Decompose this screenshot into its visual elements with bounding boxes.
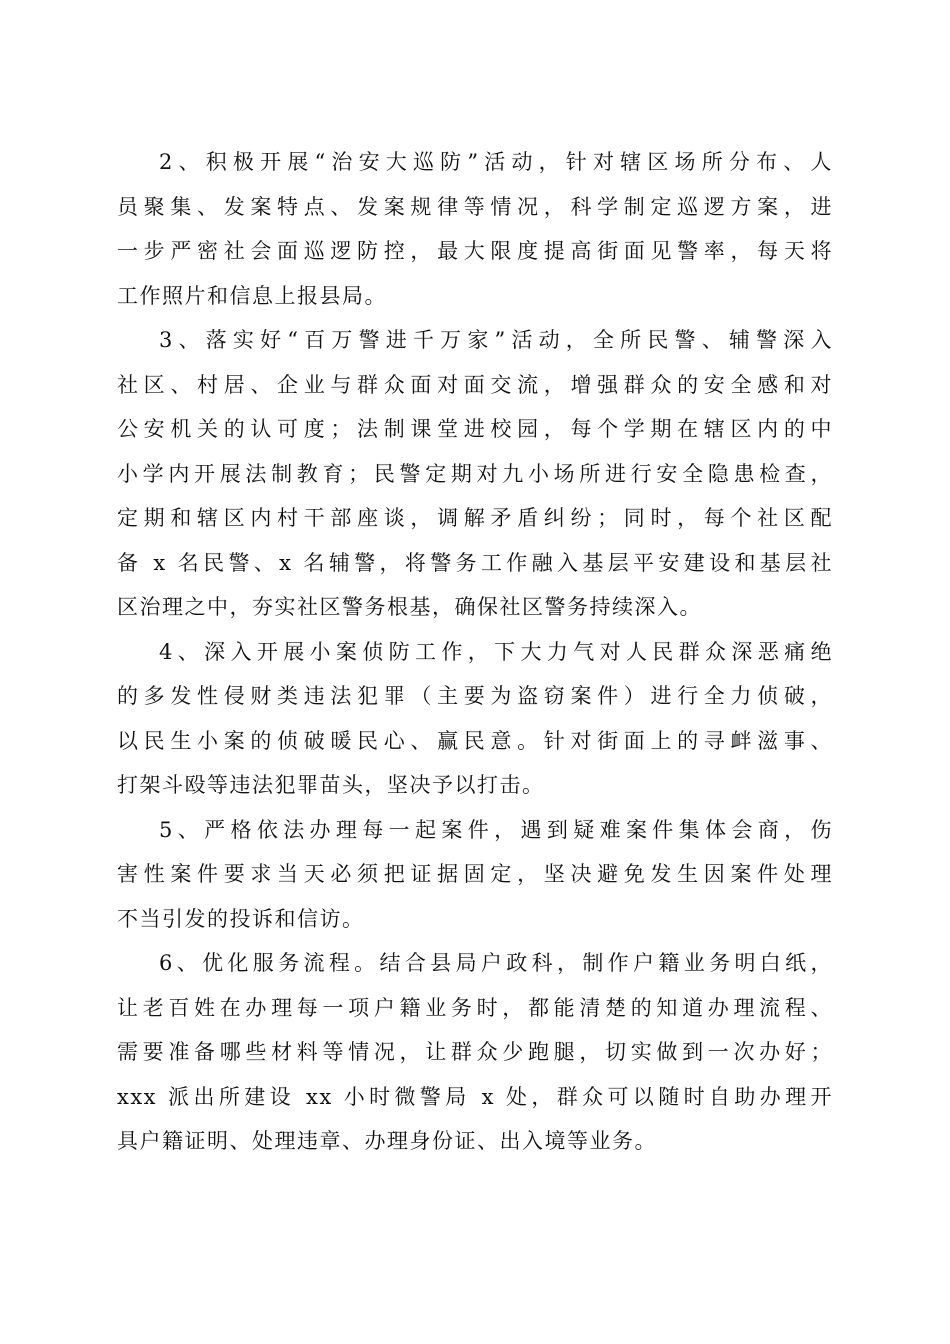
text-line: 一步严密社会面巡逻防控，最大限度提高街面见警率，每天将 <box>117 239 833 263</box>
text-line: 6、优化服务流程。结合县局户政科，制作户籍业务明白纸， <box>159 951 833 975</box>
text-line: 小学内开展法制教育；民警定期对九小场所进行安全隐患检查， <box>117 461 833 486</box>
text-line: 社区、村居、企业与群众面对面交流，增强群众的安全感和对 <box>117 372 833 397</box>
text-line: 4、深入开展小案侦防工作，下大力气对人民群众深恶痛绝 <box>159 639 833 664</box>
text-line: 以民生小案的侦破暖民心、赢民意。针对街面上的寻衅滋事、 <box>117 728 833 753</box>
paragraph-4 <box>117 630 833 808</box>
text-line: 定期和辖区内村干部座谈，调解矛盾纠纷；同时，每个社区配 <box>117 506 833 530</box>
text-line: 3、落实好“百万警进千万家”活动，全所民警、辅警深入 <box>159 328 833 352</box>
text-line: 的多发性侵财类违法犯罪（主要为盗窃案件）进行全力侦破， <box>117 684 833 708</box>
text-line: 公安机关的认可度；法制课堂进校园，每个学期在辖区内的中 <box>117 417 833 441</box>
text-line: 2、积极开展“治安大巡防”活动，针对辖区场所分布、人 <box>159 150 833 174</box>
paragraph-3 <box>117 318 833 630</box>
document-body <box>117 140 833 1164</box>
text-line: 备 x 名民警、x 名辅警，将警务工作融入基层平安建设和基层社 <box>117 550 833 575</box>
text-line: 区治理之中，夯实社区警务根基，确保社区警务持续深入。 <box>117 595 702 619</box>
text-line: 工作照片和信息上报县局。 <box>117 283 387 308</box>
text-line: 员聚集、发案特点、发案规律等情况，科学制定巡逻方案，进 <box>117 194 833 219</box>
text-line: 不当引发的投诉和信访。 <box>117 906 365 931</box>
text-line: 害性案件要求当天必须把证据固定，坚决避免发生因案件处理 <box>117 862 833 886</box>
paragraph-5 <box>117 808 833 942</box>
paragraph-2 <box>117 140 833 318</box>
text-line: xxx 派出所建设 xx 小时微警局 x 处，群众可以随时自助办理开 <box>117 1084 833 1109</box>
paragraph-6 <box>117 941 833 1164</box>
text-line: 5、严格依法办理每一起案件，遇到疑难案件集体会商，伤 <box>159 817 833 842</box>
text-line: 打架斗殴等违法犯罪苗头，坚决予以打击。 <box>117 773 545 797</box>
text-line: 需要准备哪些材料等情况，让群众少跑腿，切实做到一次办好； <box>117 1040 833 1064</box>
text-line: 让老百姓在办理每一项户籍业务时，都能清楚的知道办理流程、 <box>117 995 833 1020</box>
text-line: 具户籍证明、处理违章、办理身份证、出入境等业务。 <box>117 1129 657 1153</box>
